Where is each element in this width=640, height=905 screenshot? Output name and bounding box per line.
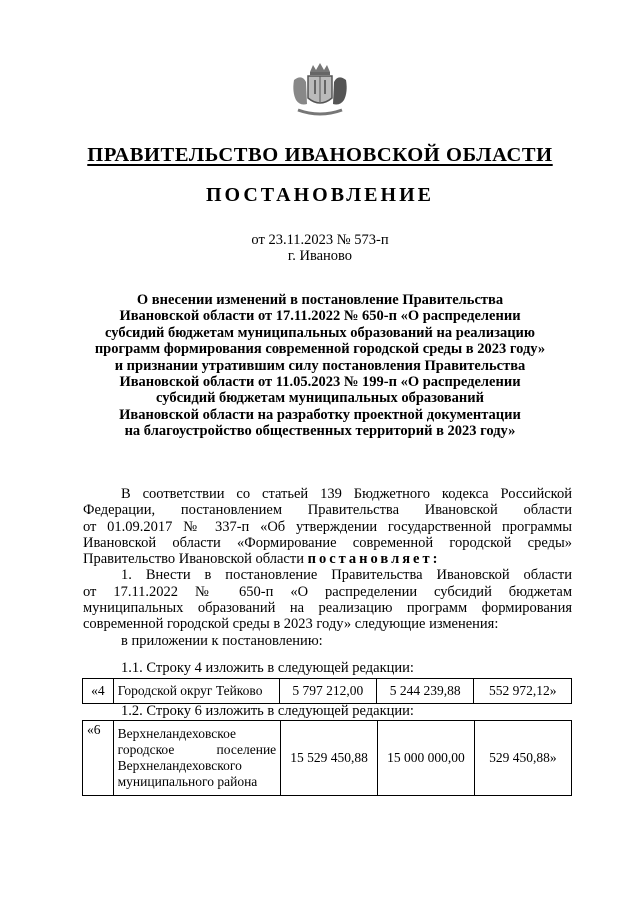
title-line: субсидий бюджетам муниципальных образований на реализацию	[105, 324, 535, 341]
amount-total: 15 529 450,88	[281, 721, 378, 796]
body-line: В соответствии со статьей 139 Бюджетного кодекса Российской	[121, 486, 572, 502]
municipality-name	[113, 721, 281, 796]
date-number: от 23.11.2023 № 573-п	[251, 232, 389, 248]
body-line	[83, 551, 572, 567]
appendix-line: в приложении к постановлению:	[121, 632, 323, 649]
name-line: городское поселение	[117, 742, 277, 757]
amount-regional: 5 244 239,88	[377, 679, 474, 704]
title-line: субсидий бюджетам муниципальных образований	[156, 390, 484, 407]
body-line: современной городской среды в 2023 году» следующие изменения:	[83, 616, 499, 633]
title-line: и признании утратившим силу постановления Правительства	[114, 357, 526, 374]
table-row	[83, 721, 572, 796]
decree-word: постановляет:	[307, 551, 441, 568]
row-number: «6	[83, 721, 114, 796]
title-line: О внесении изменений в постановление Правительства	[136, 292, 504, 308]
city: г. Иваново	[287, 248, 353, 264]
title-line: на благоустройство общественных территорий в 2023 году»	[124, 423, 516, 440]
table-row-6	[82, 720, 572, 796]
municipality-name: Городской округ Тейково	[113, 679, 279, 704]
table-row-4	[82, 678, 572, 704]
name-line: муниципального района	[117, 774, 258, 789]
subitem-1-2: 1.2. Строку 6 изложить в следующей редакции:	[121, 703, 414, 719]
body-line: Ивановской области «Формирование современной городской среды»	[83, 534, 572, 551]
amount-regional: 15 000 000,00	[378, 721, 475, 796]
title-line: Ивановской области от 11.05.2023 № 199-п «О распределении	[119, 374, 521, 391]
name-line: Верхнеландеховского	[117, 758, 242, 773]
body-line: Федерации, постановлением Правительства Ивановской области	[83, 502, 572, 519]
row-number: «4	[83, 679, 114, 704]
document-body	[83, 486, 572, 649]
subitem-1-1: 1.1. Строку 4 изложить в следующей редакции:	[121, 660, 414, 676]
body-line: от 01.09.2017 № 337-п «Об утверждении государственной программы	[83, 518, 572, 535]
coat-of-arms-icon	[288, 60, 352, 122]
document-type: ПОСТАНОВЛЕНИЕ	[206, 184, 434, 206]
amount-local: 529 450,88»	[474, 721, 571, 796]
amount-local: 552 972,12»	[474, 679, 572, 704]
amount-total: 5 797 212,00	[279, 679, 376, 704]
title-line: Ивановской области на разработку проектной документации	[119, 406, 521, 423]
body-line: 1. Внести в постановление Правительства Ивановской области	[121, 567, 572, 584]
organization-name: ПРАВИТЕЛЬСТВО ИВАНОВСКОЙ ОБЛАСТИ	[87, 144, 553, 166]
title-line: Ивановской области от 17.11.2022 № 650-п «О распределении	[119, 308, 521, 325]
body-line: от 17.11.2022 № 650-п «О распределении субсидий бюджетам	[83, 583, 572, 600]
title-line: программ формирования современной городской среды в 2023 году»	[94, 341, 546, 358]
table-row	[83, 679, 572, 704]
document-title	[80, 292, 560, 440]
name-line: Верхнеландеховское	[117, 726, 237, 741]
document-meta	[0, 232, 640, 264]
body-line: муниципальных образований на реализацию программ формирования	[83, 600, 572, 617]
preamble-last: Правительство Ивановской области	[83, 551, 308, 568]
